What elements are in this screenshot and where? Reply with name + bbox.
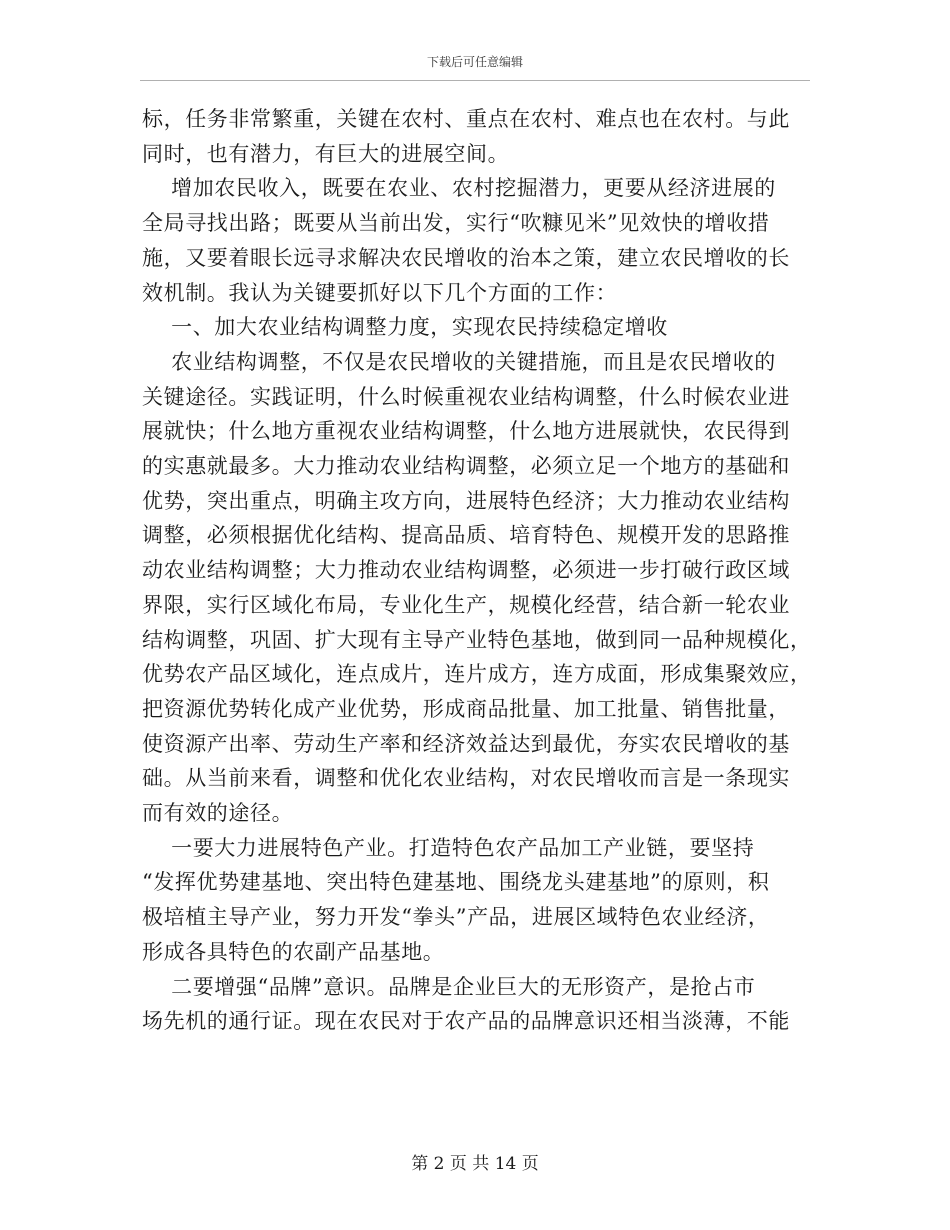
document-body: [142, 102, 812, 1039]
header-divider: [140, 80, 810, 81]
paragraph-brand-awareness: 二要增强“品牌”意识。品牌是企业巨大的无形资产，是抢占市 场先机的通行证。现在农民对于农产品的品牌意识还相当淡薄，不能: [142, 974, 790, 1034]
paragraph-special-industry: 一要大力进展特色产业。打造特色农产品加工产业链，要坚持 “发挥优势建基地、突出特色建基地、围绕龙头建基地”的原则，积 极培植主导产业，努力开发“拳头”产品，进展区域特色农业经济， 形成各具特色的农副产品基地。: [142, 835, 770, 964]
page-header: 下载后可任意编辑: [426, 55, 523, 69]
paragraph-continuation: 标，任务非常繁重，关键在农村、重点在农村、难点也在农村。与此 同时，也有潜力，有巨大的进展空间。: [142, 107, 790, 166]
page-number: 第 2 页 共 14 页: [411, 1154, 539, 1174]
paragraph-structure-adjustment: 农业结构调整，不仅是农民增收的关键措施，而且是农民增收的 关键途径。实践证明，什么时候重视农业结构调整，什么时候农业进 展就快；什么地方重视农业结构调整，什么地方进展就快，农民得到 的实惠就最多。大力推动农业结构调整，必须立足一个地方的基础和 优势，突出重点，明确主攻方向，进展特色经济；大力推动农业结构 调整，必须根据优化结构、提高品质、培育特色、规模开发的思路推 动农业结构调整；大力推动农业结构调整，必须进一步打破行政区域 界限，实行区域化布局，专业化生产，规模化经营，结合新一轮农业 结构调整，巩固、扩大现有主导产业特色基地，做到同一品种规模化， 优势农产品区域化，连点成片，连片成方，连方成面，形成集聚效应， 把资源优势转化成产业优势，形成商品批量、加工批量、销售批量， 使资源产出率、劳动生产率和经济效益达到最优，夯实农民增收的基 础。从当前来看，调整和优化农业结构，对农民增收而言是一条现实 而有效的途径。: [142, 349, 812, 826]
paragraph-income-approach: 增加农民收入，既要在农业、农村挖掘潜力，更要从经济进展的 全局寻找出路；既要从当前出发，实行“吹糠见米”见效快的增收措 施，又要着眼长远寻求解决农民增收的治本之策，建立农民增收的长 效机制。我认为关键要抓好以下几个方面的工作：: [142, 176, 790, 305]
section-heading-1: 一、加大农业结构调整力度，实现农民持续稳定增收: [142, 315, 668, 340]
